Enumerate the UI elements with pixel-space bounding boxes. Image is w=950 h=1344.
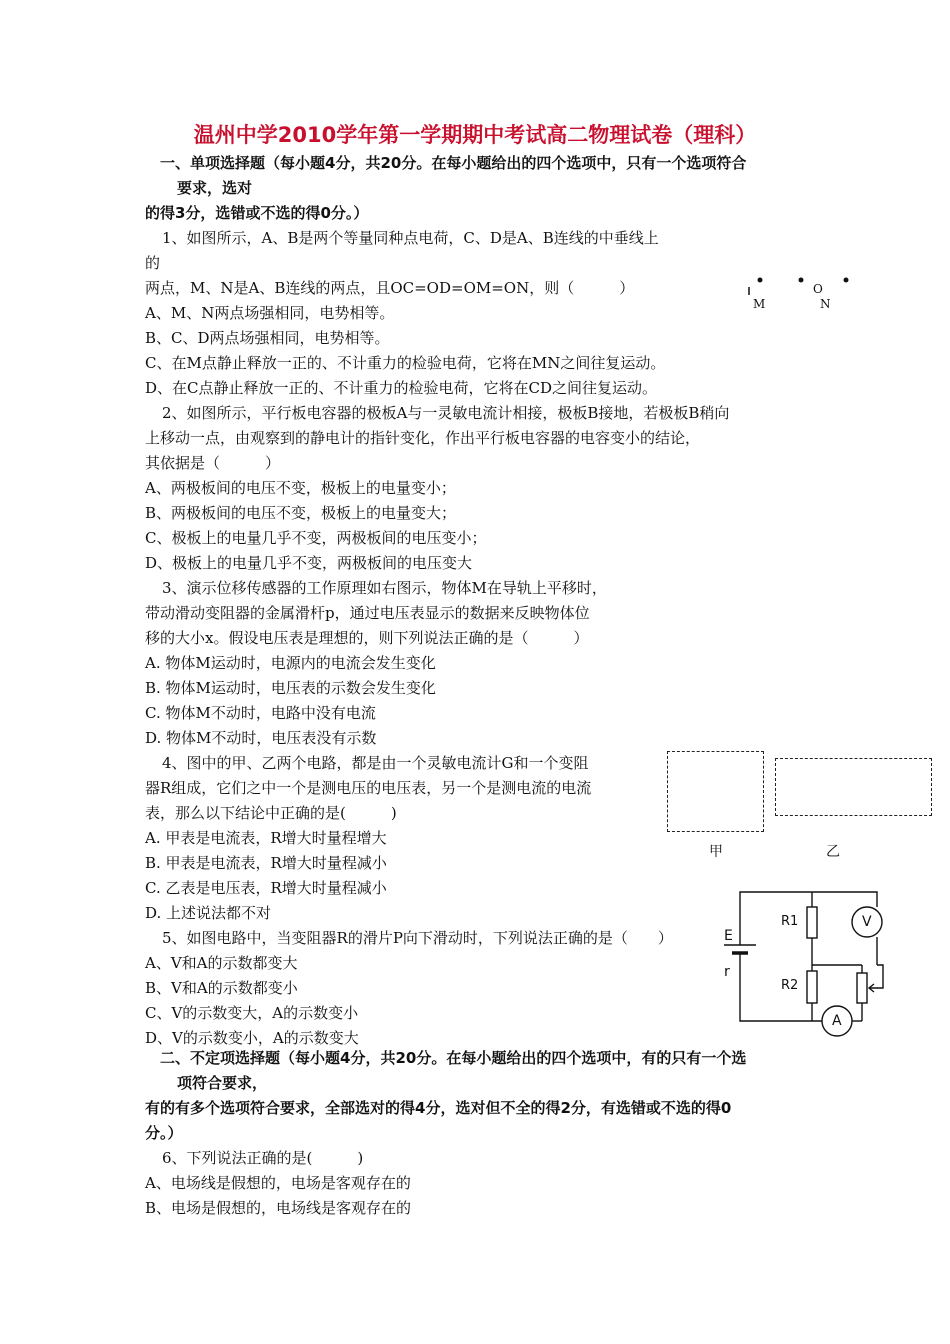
label-yi: 乙: [826, 844, 840, 860]
section2-heading-line2: 项符合要求，: [177, 1074, 268, 1092]
q6-option-a: A、电场线是假想的，电场是客观存在的: [145, 1174, 411, 1192]
q5-circuit-diagram: [715, 885, 895, 1045]
q2-option-d: D、极板上的电量几乎不变，两极板间的电压变大: [145, 554, 473, 572]
q1-option-b: B、C、D两点场强相同，电势相等。: [145, 329, 390, 347]
resistor-r1: [807, 907, 817, 938]
q2-option-c: C、极板上的电量几乎不变，两极板间的电压变小；: [145, 529, 487, 547]
label-voltmeter: V: [862, 914, 872, 930]
q5-option-d: D、V的示数变小，A的示数变大: [145, 1029, 359, 1047]
exam-title: 温州中学2010学年第一学期期中考试高二物理试卷（理科）: [193, 123, 757, 147]
q5-option-b: B、V和A的示数都变小: [145, 979, 298, 997]
section2-heading-line1: 二、不定项选择题（每小题4分，共20分。在每小题给出的四个选项中，有的只有一个选: [160, 1049, 747, 1067]
wire-top: [740, 892, 877, 925]
label-r1: R1: [781, 914, 799, 929]
q3-option-b: B. 物体M运动时，电压表的示数会发生变化: [145, 679, 436, 697]
q1-stem-line2: 的: [145, 254, 161, 272]
charge-b-dot: [844, 278, 849, 283]
rheostat-slider: [870, 965, 883, 988]
section1-heading-line2: 要求，选对: [177, 179, 253, 197]
q1-option-d: D、在C点静止释放一正的、不计重力的检验电荷，它将在CD之间往复运动。: [145, 379, 658, 397]
q5-option-c: C、V的示数变大，A的示数变小: [145, 1004, 359, 1022]
q2-stem-line1: 2、如图所示，平行板电容器的极板A与一灵敏电流计相接，极板B接地，若极板B稍向: [162, 404, 730, 422]
label-jia: 甲: [709, 844, 723, 860]
q6-stem: 6、下列说法正确的是( ): [162, 1149, 364, 1167]
q3-stem-line3: 移的大小x。假设电压表是理想的，则下列说法正确的是（ ）: [145, 629, 589, 647]
q2-stem-line2: 上移动一点，由观察到的静电计的指针变化，作出平行板电容器的电容变小的结论，: [145, 429, 701, 447]
q6-option-b: B、电场是假想的，电场线是客观存在的: [145, 1199, 412, 1217]
q1-option-c: C、在M点静止释放一正的、不计重力的检验电荷，它将在MN之间往复运动。: [145, 354, 666, 372]
q2-option-a: A、两极板间的电压不变，极板上的电量变小；: [145, 479, 456, 497]
label-r-internal: r: [724, 964, 730, 980]
charge-m-dot: [799, 278, 804, 283]
q4-option-c: C. 乙表是电压表，R增大时量程减小: [145, 879, 387, 897]
section2-heading-line4: 分。）: [145, 1124, 183, 1142]
q4-stem-line1: 4、图中的甲、乙两个电路，都是由一个灵敏电流计G和一个变阻: [162, 754, 589, 772]
section2-heading-line3: 有的有多个选项符合要求，全部选对的得4分，选对但不全的得2分，有选错或不选的得0: [145, 1099, 732, 1117]
q4-stem-line3: 表，那么以下结论中正确的是( ): [145, 804, 397, 822]
q2-stem-line3: 其依据是（ ）: [145, 454, 281, 472]
meter-yi-box: [775, 758, 932, 816]
section1-heading-line3: 的得3分，选错或不选的得0分。）: [145, 204, 369, 222]
label-e: E: [724, 928, 733, 944]
q1-label-n: N: [820, 297, 831, 311]
q4-option-a: A. 甲表是电流表，R增大时量程增大: [145, 829, 387, 847]
q2-option-b: B、两极板间的电压不变，极板上的电量变大；: [145, 504, 457, 522]
section1-heading-line1: 一、单项选择题（每小题4分，共20分。在每小题给出的四个选项中，只有一个选项符合: [160, 154, 747, 172]
q4-stem-line2: 器R组成，它们之中一个是测电压的电压表，另一个是测电流的电流: [145, 779, 592, 797]
q5-stem: 5、如图电路中，当变阻器R的滑片P向下滑动时，下列说法正确的是（ ）: [162, 929, 673, 947]
q1-option-a: A、M、N两点场强相同，电势相等。: [145, 304, 395, 322]
q1-label-o: O: [813, 282, 823, 296]
q4-option-b: B. 甲表是电流表，R增大时量程减小: [145, 854, 387, 872]
q3-option-a: A. 物体M运动时，电源内的电流会发生变化: [145, 654, 436, 672]
resistor-r2: [807, 971, 817, 1003]
q4-option-d: D. 上述说法都不对: [145, 904, 272, 922]
q3-stem-line1: 3、演示位移传感器的工作原理如右图示，物体M在导轨上平移时，: [162, 579, 607, 597]
label-ammeter: A: [832, 1013, 842, 1029]
charge-a-dot: [758, 278, 763, 283]
label-r2: R2: [781, 978, 799, 993]
q1-label-m: M: [753, 297, 766, 311]
q3-option-d: D. 物体M不动时，电压表没有示数: [145, 729, 377, 747]
q3-option-c: C. 物体M不动时，电路中没有电流: [145, 704, 376, 722]
q1-stem-line1: 1、如图所示，A、B是两个等量同种点电荷，C、D是A、B连线的中垂线上: [162, 229, 659, 247]
q5-option-a: A、V和A的示数都变大: [145, 954, 298, 972]
q3-stem-line2: 带动滑动变阻器的金属滑杆p，通过电压表显示的数据来反映物体位: [145, 604, 590, 622]
q1-stem-line3: 两点，M、N是A、B连线的两点，且OC=OD=OM=ON，则（ ）: [145, 279, 635, 297]
meter-jia-box: [667, 751, 764, 832]
rheostat-r: [857, 973, 867, 1003]
